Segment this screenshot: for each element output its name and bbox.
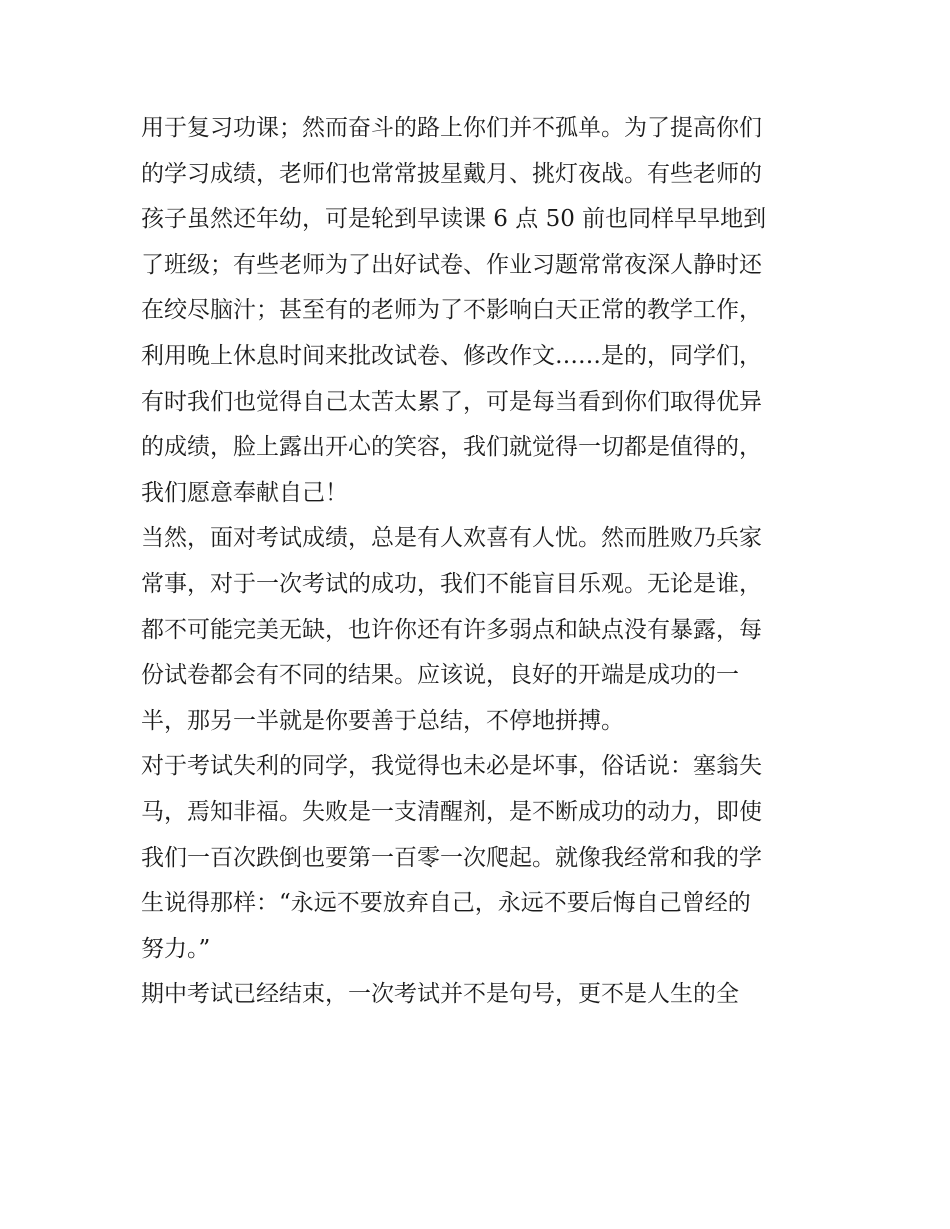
body-text — [141, 106, 831, 1018]
text-line: 有时我们也觉得自己太苦太累了，可是每当看到你们取得优异 — [141, 388, 762, 415]
text-line: 生说得那样：“永远不要放弃自己，永远不要后悔自己曾经的 — [141, 890, 751, 917]
text-line: 都不可能完美无缺，也许你还有许多弱点和缺点没有暴露，每 — [141, 616, 762, 643]
text-line: 常事，对于一次考试的成功，我们不能盲目乐观。无论是谁， — [141, 570, 762, 597]
text-line: 期中考试已经结束，一次考试并不是句号，更不是人生的全 — [141, 981, 739, 1008]
text-line: 我们愿意奉献自己！ — [141, 479, 348, 506]
text-line: 在绞尽脑汁；甚至有的老师为了不影响白天正常的教学工作， — [141, 297, 762, 324]
text-line: 我们一百次跌倒也要第一百零一次爬起。就像我经常和我的学 — [141, 844, 762, 871]
text-line: 的成绩，脸上露出开心的笑容，我们就觉得一切都是值得的， — [141, 434, 762, 461]
text-line: 了班级；有些老师为了出好试卷、作业习题常常夜深人静时还 — [141, 251, 762, 278]
text-line: 利用晚上休息时间来批改试卷、修改作文……是的，同学们， — [141, 342, 762, 369]
text-line: 半，那另一半就是你要善于总结，不停地拼搏。 — [141, 707, 624, 734]
text-line: 当然，面对考试成绩，总是有人欢喜有人忧。然而胜败乃兵家 — [141, 525, 762, 552]
text-line: 份试卷都会有不同的结果。应该说，良好的开端是成功的一 — [141, 662, 739, 689]
text-line: 马，焉知非福。失败是一支清醒剂，是不断成功的动力，即使 — [141, 798, 762, 825]
text-line: 孩子虽然还年幼，可是轮到早读课 6 点 50 前也同样早早地到 — [141, 206, 767, 233]
text-line: 努力。” — [141, 935, 211, 962]
text-line: 的学习成绩，老师们也常常披星戴月、挑灯夜战。有些老师的 — [141, 160, 762, 187]
text-line: 用于复习功课；然而奋斗的路上你们并不孤单。为了提高你们 — [141, 115, 762, 141]
text-line: 对于考试失利的同学，我觉得也未必是坏事，俗话说：塞翁失 — [141, 753, 762, 780]
